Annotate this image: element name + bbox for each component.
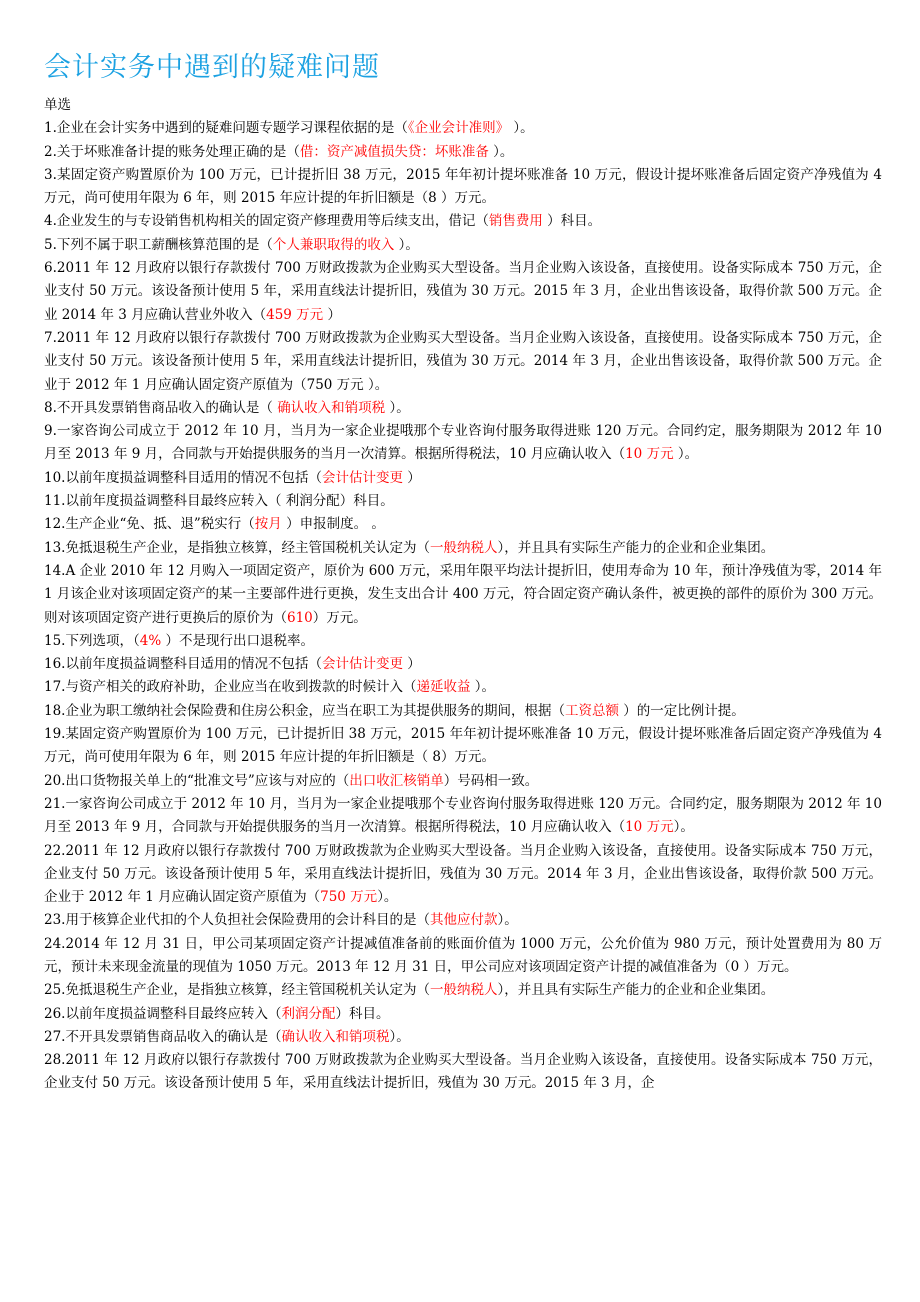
question-text: 企业为职工缴纳社会保险费和住房公积金，应当在职工为其提供服务的期间，根据（: [65, 702, 565, 719]
question-text-tail: ）。: [470, 679, 496, 696]
answer-text: 借：资产减值损失贷：坏账准备: [299, 143, 489, 160]
question-number: 12.: [44, 516, 66, 533]
question-text: 2014 年 12 月 31 日，甲公司某项固定资产计提减值准备前的账面价值为 1000 万元，公允价值为 980 万元，预计处置费用为 80 万元，预计未来现金流量的现值为 1050 万元。2013 年 12 月 31 日，甲公司应对该项固定资产计提的减值准备为（0 ）万元。: [44, 935, 882, 975]
question-item: [44, 793, 882, 840]
question-item: [44, 723, 882, 770]
question-text-tail: ）。: [673, 446, 699, 463]
question-text: 免抵退税生产企业，是指独立核算，经主管国税机关认定为（: [65, 982, 430, 999]
question-number: 6.: [44, 260, 57, 277]
question-item: [44, 537, 882, 560]
answer-text: 确认收入和销项税: [277, 399, 386, 416]
question-text: 企业发生的与专设销售机构相关的固定资产修理费用等后续支出，借记（: [56, 213, 489, 230]
question-number: 18.: [44, 702, 66, 719]
question-number: 7.: [44, 329, 57, 346]
answer-text: 递延收益: [416, 679, 471, 696]
question-text: 企业在会计实务中遇到的疑难问题专题学习课程依据的是（: [56, 120, 408, 137]
question-item: [44, 117, 882, 140]
question-text: 下列选项，（: [65, 632, 140, 649]
question-number: 17.: [44, 679, 66, 696]
question-text-tail: ）。: [389, 1028, 410, 1045]
question-number: 22.: [44, 842, 66, 859]
question-number: 16.: [44, 656, 66, 673]
question-text-tail: ）: [323, 306, 341, 323]
question-number: 13.: [44, 539, 66, 556]
question-item: [44, 653, 882, 676]
question-number: 3.: [44, 166, 57, 183]
question-item: [44, 700, 882, 723]
question-item: [44, 1003, 882, 1026]
question-text: 一家咨询公司成立于 2012 年 10 月，当月为一家企业提哦那个专业咨询付服务取得进账 120 万元。合同约定，服务期限为 2012 年 10 月至 2013 年 9 月，合同款与开始提供服务的当月一次清算。根据所得税法，10 月应确认收入（: [44, 423, 882, 463]
question-text: 与资产相关的政府补助，企业应当在收到拨款的时候计入（: [65, 679, 417, 696]
question-text-tail: ）不是现行出口退税率。: [161, 632, 314, 649]
question-text-tail: ）。: [509, 120, 534, 137]
answer-text: 一般纳税人: [429, 539, 498, 556]
question-text-tail: ）。: [497, 912, 518, 929]
question-text: 2011 年 12 月政府以银行存款拨付 700 万财政拨款为企业购买大型设备。当月企业购入该设备，直接使用。设备实际成本 750 万元，企业支付 50 万元。该设备预计使用 5 年，采用直线法计提折旧，残值为 30 万元。2015 年 3 月，企业出售该设备，取得价款 500 万元。企业 2014 年 3 月应确认营业外收入（: [44, 260, 882, 323]
question-item: [44, 676, 882, 699]
question-text-tail: ）。: [377, 889, 398, 906]
question-item: [44, 1026, 882, 1049]
question-item: [44, 467, 882, 490]
question-text-tail: ）申报制度。 。: [281, 516, 385, 533]
question-number: 27.: [44, 1028, 66, 1045]
answer-text: 工资总额: [564, 702, 619, 719]
question-item: [44, 397, 882, 420]
question-number: 9.: [44, 423, 57, 440]
question-item: [44, 490, 882, 513]
question-item: [44, 933, 882, 980]
question-number: 20.: [44, 772, 66, 789]
question-item: [44, 234, 882, 257]
answer-text: 出口收汇核销单: [349, 772, 444, 789]
question-text: 下列不属于职工薪酬核算范围的是（: [56, 236, 273, 253]
question-text-tail: ）科目。: [335, 1005, 390, 1022]
question-text: 某固定资产购置原价为 100 万元，已计提折旧 38 万元，2015 年年初计提坏账准备 10 万元，假设计提坏账准备后固定资产净残值为 4 万元，尚可使用年限为 6 年，则 2015 年应计提的年折旧额是（ 8）万元。: [44, 726, 882, 766]
question-text-tail: ）科目。: [542, 213, 602, 230]
answer-text: 《企业会计准则》: [407, 120, 510, 137]
question-item: [44, 840, 882, 910]
question-item: [44, 1049, 882, 1096]
question-number: 8.: [44, 399, 57, 416]
answer-text: 一般纳税人: [429, 982, 498, 999]
question-text: 以前年度损益调整科目最终应转入（ 利润分配）科目。: [65, 493, 394, 510]
question-text-tail: ）。: [673, 819, 694, 836]
question-text: 2011 年 12 月政府以银行存款拨付 700 万财政拨款为企业购买大型设备。当月企业购入该设备，直接使用。设备实际成本 750 万元，企业支付 50 万元。该设备预计使用 5 年，采用直线法计提折旧，残值为 30 万元。2015 年 3 月，企: [44, 1052, 882, 1092]
question-number: 28.: [44, 1052, 66, 1069]
question-number: 14.: [44, 562, 66, 579]
question-text: A 企业 2010 年 12 月购入一项固定资产，原价为 600 万元，采用年限平均法计提折旧，使用寿命为 10 年，预计净残值为零，2014 年 1 月该企业对该项固定资产的某一主要部件进行更换，发生支出合计 400 万元，符合固定资产确认条件，被更换的部件的原价为 300 万元。则对该项固定资产进行更换后的原价为（: [44, 562, 882, 626]
answer-text: 销售费用: [488, 213, 543, 230]
question-item: [44, 420, 882, 467]
question-number: 26.: [44, 1005, 66, 1022]
answer-text: 其他应付款: [429, 912, 498, 929]
question-text: 不开具发票销售商品收入的确认是（: [56, 399, 278, 416]
question-item: [44, 257, 882, 327]
answer-text: 10 万元: [625, 446, 674, 463]
question-text-tail: ）号码相一致。: [443, 772, 539, 789]
question-text-tail: ）。: [488, 143, 514, 160]
question-item: [44, 513, 882, 536]
answer-text: 利润分配: [281, 1005, 336, 1022]
question-item: [44, 630, 882, 653]
question-number: 10.: [44, 469, 66, 486]
answer-text: 会计估计变更: [321, 656, 403, 673]
question-number: 2.: [44, 143, 57, 160]
question-number: 25.: [44, 982, 66, 999]
question-text-tail: ），并且具有实际生产能力的企业和企业集团。: [497, 982, 775, 999]
question-text: 出口货物报关单上的“批准文号”应该与对应的（: [65, 772, 350, 789]
question-text: 用于核算企业代扣的个人负担社会保险费用的会计科目的是（: [65, 912, 430, 929]
document-title: 会计实务中遇到的疑难问题: [44, 52, 380, 83]
question-item: [44, 141, 882, 164]
answer-text: 750 万元: [320, 889, 378, 906]
answer-text: 459 万元: [266, 306, 324, 323]
question-text: 关于坏账准备计提的账务处理正确的是（: [56, 143, 300, 160]
answer-text: 个人兼职取得的收入: [272, 236, 395, 253]
question-number: 15.: [44, 632, 66, 649]
question-number: 24.: [44, 935, 66, 952]
question-text: 生产企业“免、抵、退”税实行（: [65, 516, 255, 533]
answer-text: 610: [287, 609, 313, 626]
question-text: 2011 年 12 月政府以银行存款拨付 700 万财政拨款为企业购买大型设备。当月企业购入该设备，直接使用。设备实际成本 750 万元，企业支付 50 万元。该设备预计使用 5 年，采用直线法计提折旧，残值为 30 万元。2014 年 3 月，企业出售该设备，取得价款 500 万元。企业于 2012 年 1 月应确认固定资产原值为（750 万元 ）。: [44, 329, 882, 393]
question-text: 2011 年 12 月政府以银行存款拨付 700 万财政拨款为企业购买大型设备。当月企业购入该设备，直接使用。设备实际成本 750 万元，企业支付 50 万元。该设备预计使用 5 年，采用直线法计提折旧，残值为 30 万元。2014 年 3 月，企业出售该设备，取得价款 500 万元。企业于 2012 年 1 月应确认固定资产原值为（: [44, 842, 882, 906]
question-text-tail: ）: [402, 469, 421, 486]
question-item: [44, 327, 882, 397]
question-text-tail: ）的一定比例计提。: [618, 702, 745, 719]
section-label: 单选: [44, 97, 71, 113]
question-text-tail: ），并且具有实际生产能力的企业和企业集团。: [497, 539, 775, 556]
question-item: [44, 909, 882, 932]
question-text-tail: ）: [402, 656, 421, 673]
question-number: 5.: [44, 236, 57, 253]
question-text: 不开具发票销售商品收入的确认是（: [65, 1028, 282, 1045]
question-item: [44, 164, 882, 211]
question-number: 11.: [44, 493, 66, 510]
question-item: [44, 979, 882, 1002]
question-number: 23.: [44, 912, 66, 929]
question-number: 19.: [44, 726, 66, 743]
question-item: [44, 560, 882, 630]
answer-text: 确认收入和销项税: [281, 1028, 390, 1045]
question-text-tail: ）。: [385, 399, 410, 416]
question-text: 以前年度损益调整科目最终应转入（: [65, 1005, 282, 1022]
question-number: 21.: [44, 795, 66, 812]
question-text-tail: ）万元。: [312, 609, 367, 626]
question-number: 4.: [44, 213, 57, 230]
answer-text: 10 万元: [625, 819, 674, 836]
question-item: [44, 210, 882, 233]
question-text: 免抵退税生产企业，是指独立核算，经主管国税机关认定为（: [65, 539, 430, 556]
answer-text: 会计估计变更: [321, 469, 403, 486]
question-text-tail: ）。: [394, 236, 419, 253]
question-text: 以前年度损益调整科目适用的情况不包括（: [65, 656, 322, 673]
question-text: 以前年度损益调整科目适用的情况不包括（: [65, 469, 322, 486]
answer-text: 4%: [139, 632, 162, 649]
question-text: 一家咨询公司成立于 2012 年 10 月，当月为一家企业提哦那个专业咨询付服务取得进账 120 万元。合同约定，服务期限为 2012 年 10 月至 2013 年 9 月，合同款与开始提供服务的当月一次清算。根据所得税法，10 月应确认收入（: [44, 795, 882, 836]
document-page: [44, 0, 882, 1096]
question-text: 某固定资产购置原价为 100 万元，已计提折旧 38 万元，2015 年年初计提坏账准备 10 万元，假设计提坏账准备后固定资产净残值为 4 万元，尚可使用年限为 6 年，则 2015 年应计提的年折旧额是（8 ）万元。: [44, 166, 882, 207]
answer-text: 按月: [254, 516, 282, 533]
question-list: [44, 117, 882, 1095]
question-number: 1.: [44, 120, 57, 137]
question-item: [44, 770, 882, 793]
